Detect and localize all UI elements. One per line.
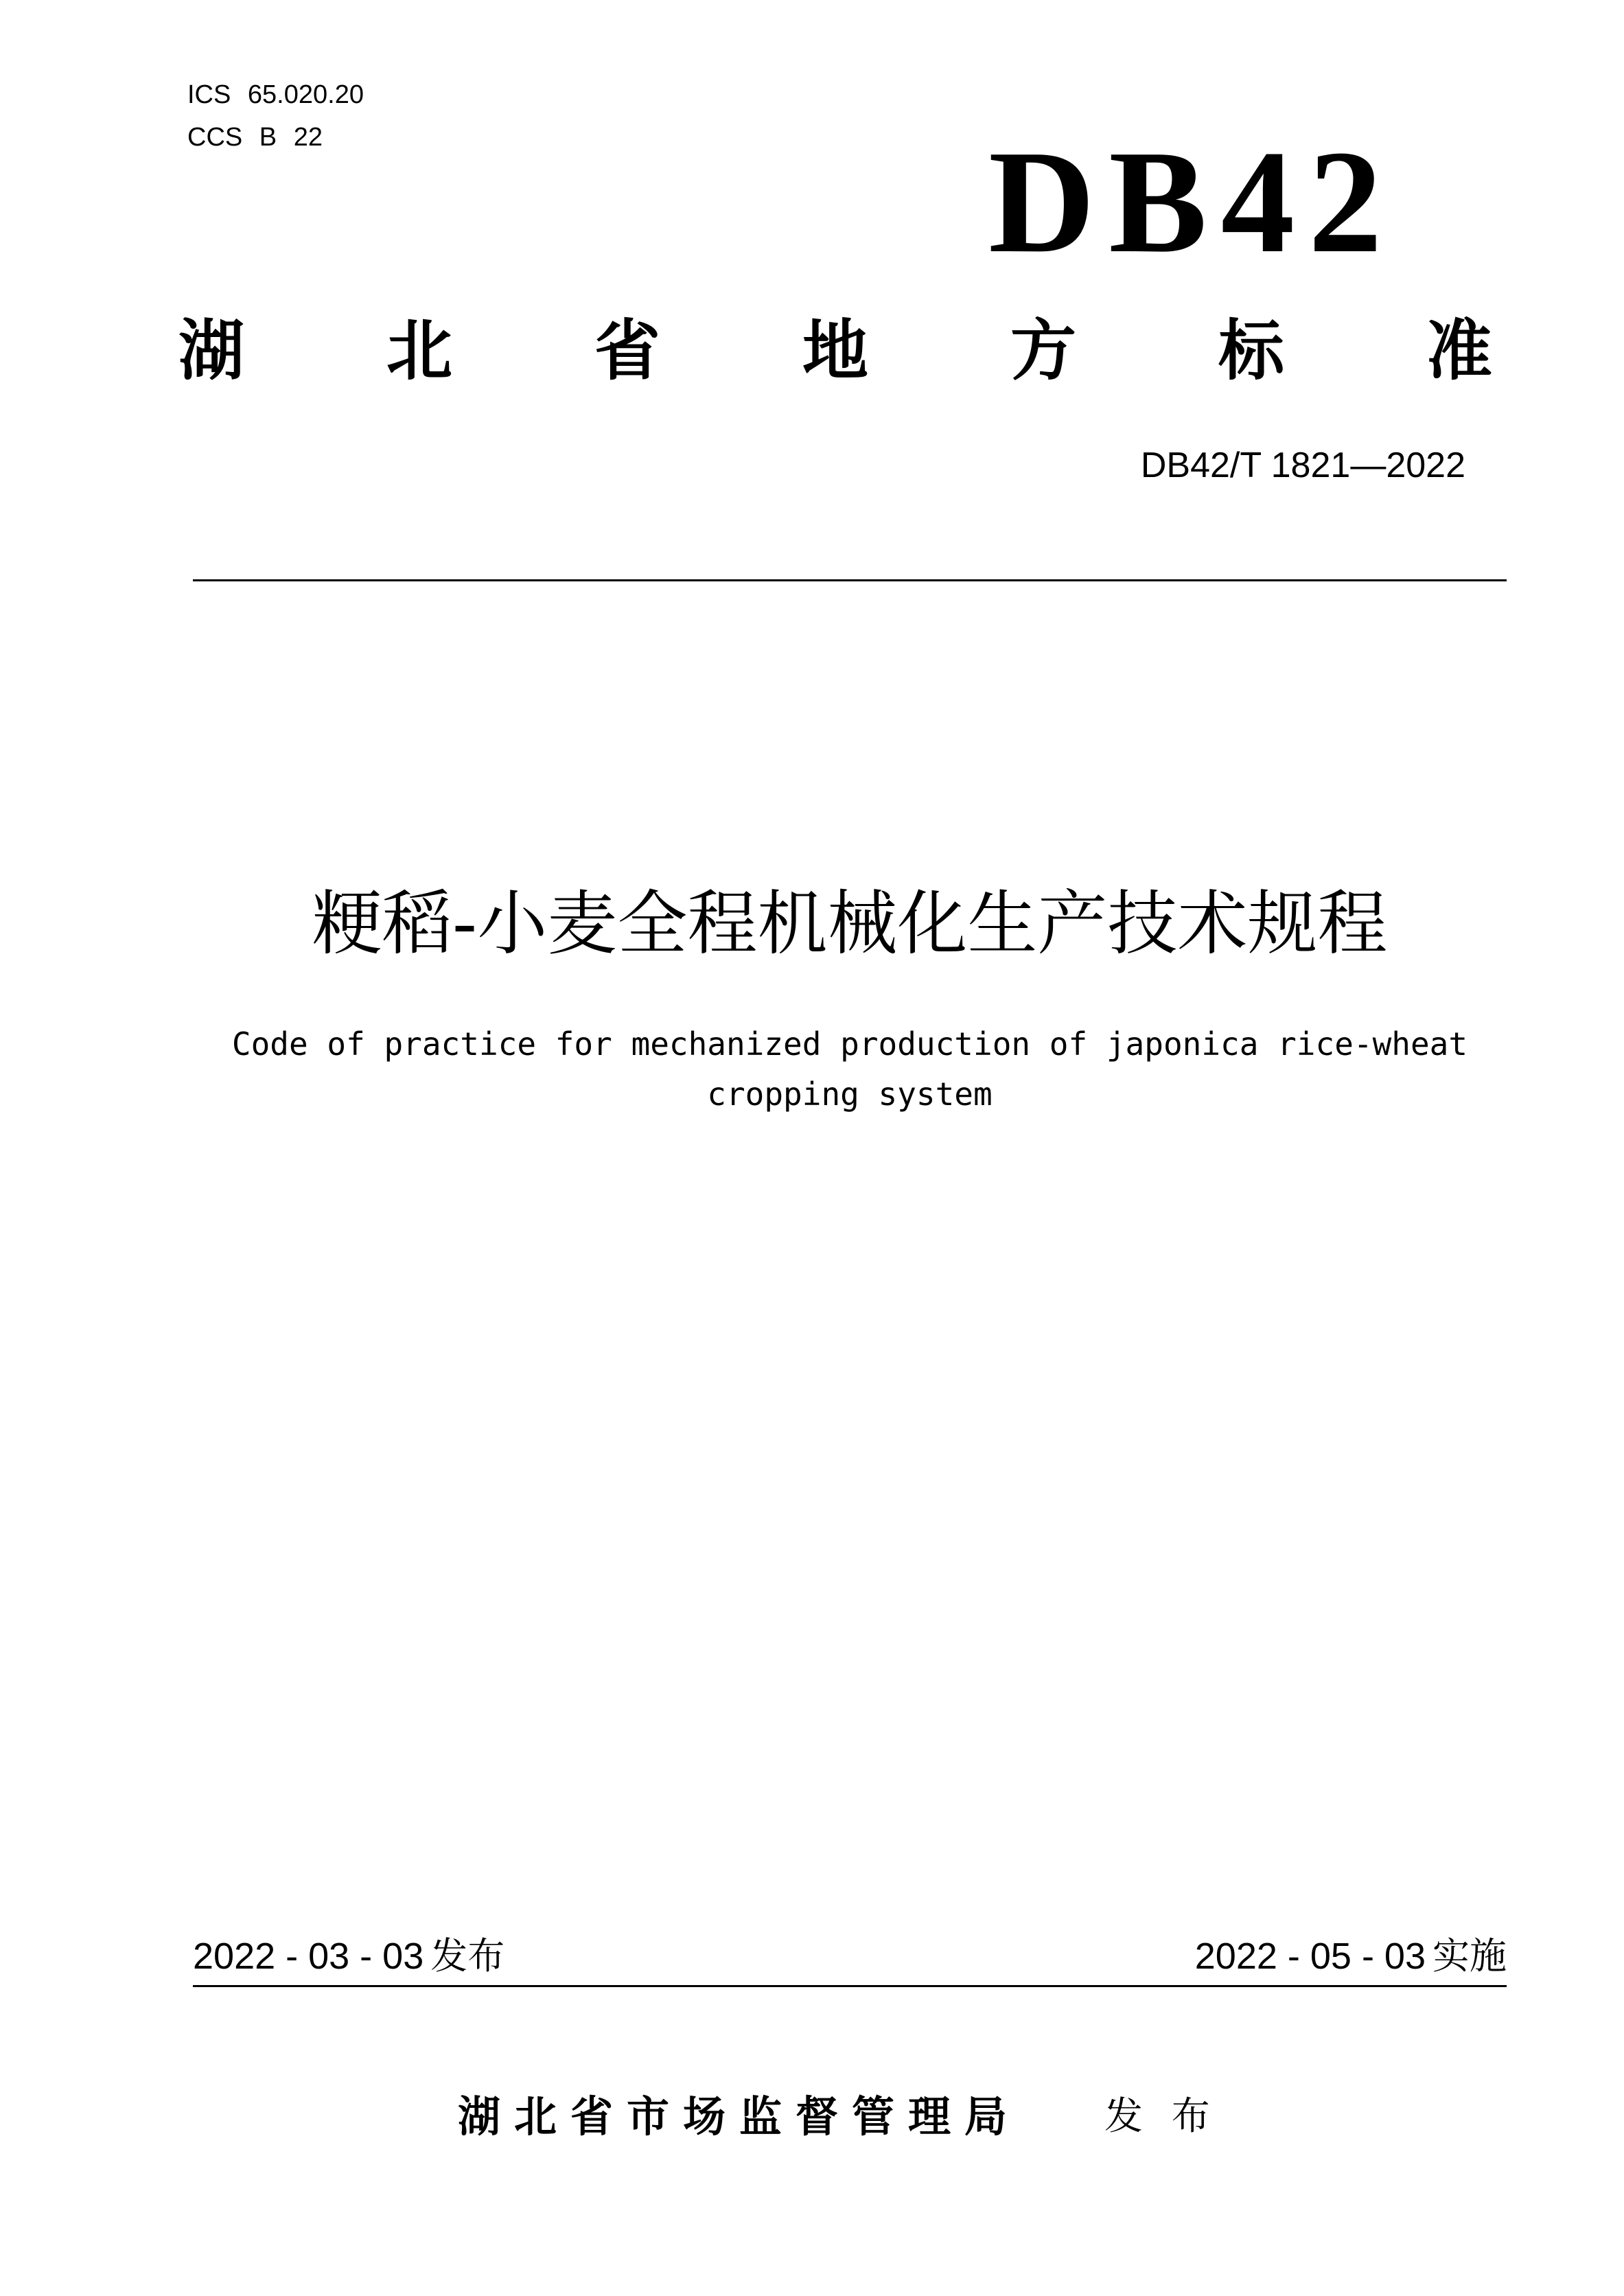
implement-date-line [1195, 1938, 1507, 1975]
implement-label: 实施 [1432, 1936, 1507, 1977]
issue-date-line [193, 1938, 504, 1975]
standard-type-char: 北 [386, 312, 452, 389]
ccs-code: CCS B 22 [187, 123, 323, 152]
standard-logo: DB42 [988, 119, 1396, 283]
standard-type-char: 准 [1426, 312, 1492, 389]
standard-type-char: 湖 [178, 312, 244, 389]
standard-number: DB42/T 1821—2022 [1140, 445, 1465, 485]
top-divider [193, 579, 1507, 581]
implement-date: 2022 - 05 - 03 [1194, 1936, 1426, 1977]
issuer-action: 发 布 [1104, 2094, 1210, 2139]
bottom-divider [193, 1985, 1507, 1987]
issue-date: 2022 - 03 - 03 [193, 1936, 424, 1977]
title-chinese: 粳稻-小麦全程机械化生产技术规程 [312, 883, 1388, 965]
title-english-line-2: cropping system [707, 1076, 993, 1113]
issuer-name: 湖北省市场监督管理局 [458, 2091, 1021, 2142]
standard-type-char: 方 [1010, 312, 1076, 389]
standard-type-char: 地 [802, 312, 868, 389]
standard-type-heading [178, 312, 1492, 389]
issue-label: 发布 [430, 1936, 505, 1977]
standard-type-char: 省 [594, 312, 660, 389]
title-english-line-1: Code of practice for mechanized production of japonica rice-wheat [231, 1025, 1468, 1063]
ics-code: ICS 65.020.20 [187, 80, 364, 109]
standard-type-char: 标 [1218, 312, 1284, 389]
